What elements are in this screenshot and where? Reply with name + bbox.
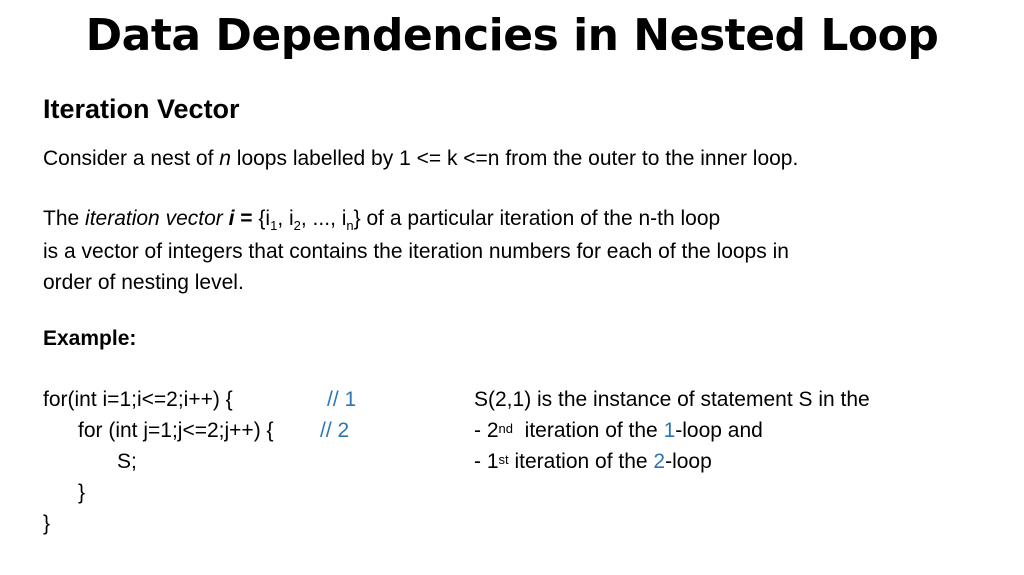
slide-title: Data Dependencies in Nested Loop: [85, 10, 939, 61]
explanation-3-prefix: - 1: [474, 450, 499, 473]
definition-paragraph: [43, 203, 789, 298]
loop-number-2: 2: [653, 450, 666, 473]
intro-paragraph: [43, 143, 798, 174]
explanation-3-suffix: -loop: [665, 450, 712, 473]
definition-line-3: order of nesting level.: [43, 271, 244, 294]
subscript-2: 2: [293, 218, 301, 233]
subscript-1: 1: [270, 218, 278, 233]
ordinal-st: st: [498, 452, 509, 467]
explanation-2-suffix: -loop and: [675, 419, 763, 442]
code-line-outer-close: }: [43, 512, 51, 535]
section-heading: Iteration Vector: [43, 94, 240, 124]
definition-rest: } of a particular iteration of the n-th loop: [353, 207, 721, 230]
example-label: Example:: [43, 327, 137, 350]
code-line-outer-loop: for(int i=1;i<=2;i++) {: [43, 388, 233, 411]
n-variable: n: [219, 147, 231, 170]
definition-the: The: [43, 207, 86, 230]
definition-line-1: [43, 203, 789, 236]
iteration-vector-term: iteration vector: [85, 207, 223, 230]
equals-sign: =: [234, 207, 253, 230]
intro-text-start: Consider a nest of: [43, 147, 220, 170]
intro-text-end: loops labelled by 1 <= k <=n from the outer to the inner loop.: [230, 147, 799, 170]
explanation-line-2: [474, 415, 763, 446]
code-comment-1: // 1: [327, 388, 357, 411]
set-open: {i: [252, 207, 271, 230]
vector-symbol: i: [228, 207, 235, 230]
code-line-inner-loop: for (int j=1;j<=2;j++) {: [78, 419, 274, 442]
set-ellipsis: , ..., i: [300, 207, 347, 230]
explanation-2-mid: iteration of the: [512, 419, 664, 442]
explanation-2-prefix: - 2: [474, 419, 499, 442]
loop-number-1: 1: [663, 419, 676, 442]
code-comment-2: // 2: [320, 419, 350, 442]
set-comma: , i: [277, 207, 294, 230]
explanation-3-mid: iteration of the: [508, 450, 654, 473]
subscript-n: n: [346, 218, 354, 233]
code-line-inner-close: }: [78, 481, 86, 504]
explanation-line-3: [474, 446, 712, 477]
definition-line-2: is a vector of integers that contains the iteration numbers for each of the loops in: [43, 240, 789, 263]
code-line-statement: S;: [117, 450, 137, 473]
explanation-line-1: S(2,1) is the instance of statement S in the: [474, 388, 870, 411]
ordinal-nd: nd: [498, 421, 513, 436]
